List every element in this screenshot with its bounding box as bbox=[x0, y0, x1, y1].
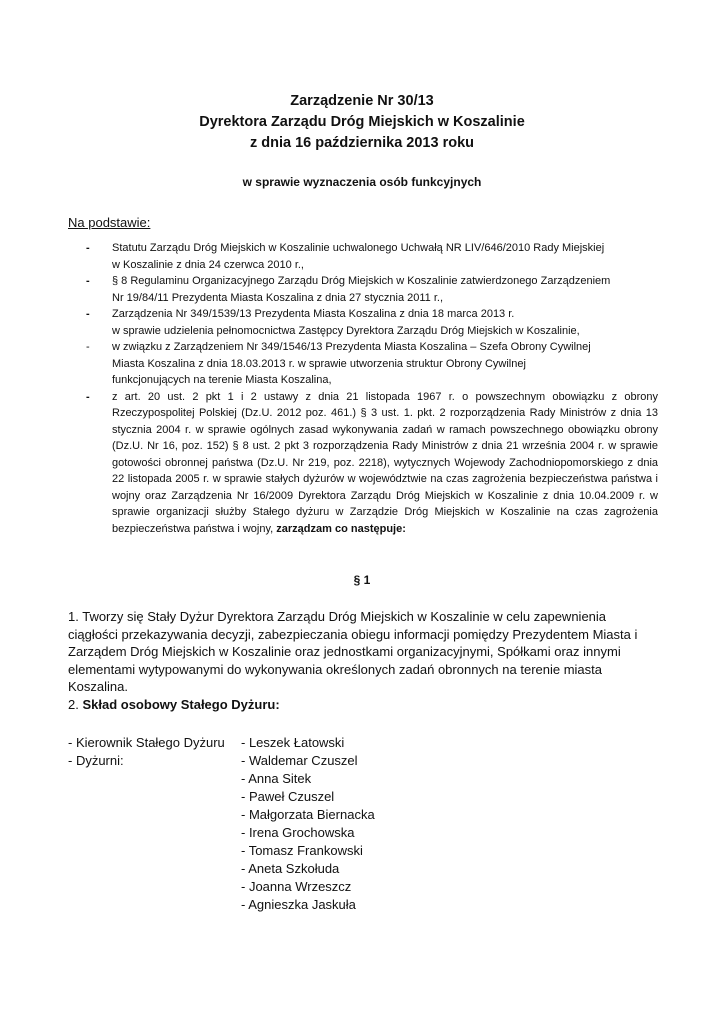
staff-name: - Joanna Wrzeszcz bbox=[241, 879, 352, 894]
basis-item-line: w sprawie udzielenia pełnomocnictwa Zastępcy Dyrektora Zarządu Dróg Miejskich w Koszalinie, bbox=[112, 324, 580, 337]
staff-role: - Dyżurni: bbox=[68, 753, 124, 768]
basis-item-line: Miasta Koszalina z dnia 18.03.2013 r. w sprawie utworzenia struktur Obrony Cywilnej bbox=[112, 357, 526, 370]
basis-item-line: Statutu Zarządu Dróg Miejskich w Koszalinie uchwalonego Uchwałą NR LIV/646/2010 Rady Miejskiej bbox=[112, 242, 605, 254]
staff-row bbox=[68, 788, 375, 806]
basis-item bbox=[84, 306, 658, 339]
document-subject: w sprawie wyznaczenia osób funkcyjnych bbox=[242, 175, 482, 189]
staff-row bbox=[68, 860, 375, 878]
staff-row bbox=[68, 770, 375, 788]
paragraph-2 bbox=[68, 696, 658, 714]
basis-item bbox=[84, 273, 658, 306]
dash-bullet: - bbox=[86, 242, 90, 254]
basis-item-text bbox=[112, 389, 658, 538]
staff-name: - Tomasz Frankowski bbox=[241, 843, 363, 858]
staff-name: - Leszek Łatowski bbox=[241, 735, 345, 750]
staff-row-head bbox=[68, 734, 375, 752]
section-body bbox=[68, 608, 658, 713]
basis-item-line: § 8 Regulaminu Organizacyjnego Zarządu Dróg Miejskich w Koszalinie zatwierdzonego Zarządzeniem bbox=[112, 275, 611, 287]
staff-role: - Kierownik Stałego Dyżuru bbox=[68, 735, 225, 750]
paragraph-2-bold: Skład osobowy Stałego Dyżuru: bbox=[82, 696, 280, 712]
staff-row bbox=[68, 824, 375, 842]
staff-row bbox=[68, 806, 375, 824]
paragraph-1: 1. Tworzy się Stały Dyżur Dyrektora Zarządu Dróg Miejskich w Koszalinie w celu zapewnienia ciągłości przekazywania decyzji, zabezpieczania obiegu informacji pomiędzy Prezydentem Miasta i Zarządem Dróg Miejskich w Koszalinie oraz jednostkami organizacyjnymi, Spółkami oraz innymi elementami wytypowanymi do wykonywania określonych zadań obronnych na terenie miasta Koszalina. bbox=[68, 609, 638, 694]
staff-name: - Waldemar Czuszel bbox=[241, 753, 358, 768]
basis-item-line: Nr 19/84/11 Prezydenta Miasta Koszalina z dnia 27 stycznia 2011 r., bbox=[112, 291, 443, 304]
basis-item bbox=[84, 240, 658, 273]
staff-row bbox=[68, 752, 375, 770]
section-sign: § 1 bbox=[353, 573, 371, 587]
staff-name: - Paweł Czuszel bbox=[241, 789, 335, 804]
basis-item bbox=[84, 389, 658, 538]
staff-name: - Małgorzata Biernacka bbox=[241, 807, 375, 822]
staff-name: - Irena Grochowska bbox=[241, 825, 355, 840]
staff-row bbox=[68, 842, 375, 860]
basis-item-body: z art. 20 ust. 2 pkt 1 i 2 ustawy z dnia 21 listopada 1967 r. o powszechnym obowiązku z obrony Rzeczypospolitej Polskiej (Dz.U. 2012 poz. 461.) § 3 ust. 1. pkt. 2 rozporządzenia Rady Ministrów z dnia 13 stycznia 2004 r. w sprawie ogólnych zasad wykonywania zadań w ramach powszechnego obowiązku obrony (Dz.U. Nr 16, poz. 152) § 8 ust. 2 pkt 3 rozporządzenia Rady Ministrów z dnia 21 września 2004 r. w sprawie gotowości obronnej państwa (Dz.U. Nr 219, poz. 2218), wytycznych Wojewody Zachodniopomorskiego z dnia 22 listopada 2005 r. w sprawie stałych dyżurów w województwie na czas zagrożenia bezpieczeństwa państwa i wojny oraz Zarządzenia Nr 16/2009 Dyrektora Zarządu Dróg Miejskich w Koszalinie z dnia 10.04.2009 r. w sprawie organizacji służby Stałego dyżuru w Zarządzie Dróg Miejskich w Koszalinie na czas zagrożenia bezpieczeństwa państwa i wojny, bbox=[112, 390, 658, 535]
title-line-3: z dnia 16 października 2013 roku bbox=[249, 135, 475, 151]
basis-item-line: Zarządzenia Nr 349/1539/13 Prezydenta Miasta Koszalina z dnia 18 marca 2013 r. bbox=[112, 308, 515, 320]
basis-list bbox=[84, 240, 658, 537]
staff-list bbox=[68, 734, 375, 914]
title-line-2: Dyrektora Zarządu Dróg Miejskich w Koszalinie bbox=[199, 114, 525, 130]
staff-name: - Agnieszka Jaskuła bbox=[241, 897, 356, 912]
dash-bullet: - bbox=[86, 308, 90, 320]
paragraph-2-prefix: 2. bbox=[68, 696, 83, 712]
basis-item-line: funkcjonujących na terenie Miasta Koszalina, bbox=[112, 374, 332, 386]
staff-row bbox=[68, 896, 375, 914]
basis-item-bold-tail: zarządzam co następuje: bbox=[276, 522, 406, 535]
basis-item-line: w związku z Zarządzeniem Nr 349/1546/13 Prezydenta Miasta Koszalina – Szefa Obrony Cywilnej bbox=[112, 341, 591, 353]
staff-row bbox=[68, 878, 375, 896]
dash-bullet: - bbox=[86, 341, 90, 353]
title-line-1: Zarządzenie Nr 30/13 bbox=[290, 93, 434, 109]
basis-item-line: w Koszalinie z dnia 24 czerwca 2010 r., bbox=[112, 258, 304, 271]
basis-label: Na podstawie: bbox=[68, 215, 151, 230]
dash-bullet: - bbox=[86, 275, 90, 287]
dash-bullet: - bbox=[86, 390, 90, 403]
staff-name: - Aneta Szkołuda bbox=[241, 861, 340, 876]
basis-item bbox=[84, 339, 658, 389]
staff-name: - Anna Sitek bbox=[241, 771, 312, 786]
